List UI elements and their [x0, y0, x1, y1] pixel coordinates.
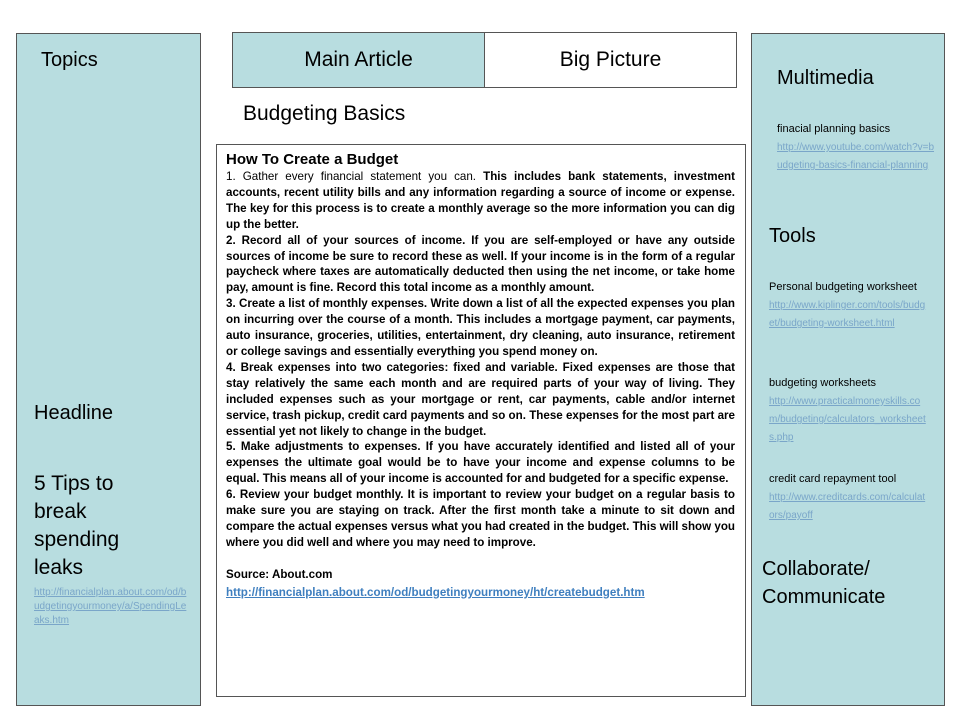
- article-box: [216, 144, 746, 697]
- tool-item: [769, 472, 927, 523]
- step-plain-text: Gather every financial statement you can.: [242, 170, 477, 183]
- article-step-3: [226, 296, 735, 360]
- step-number: 6.: [226, 488, 236, 502]
- multimedia-item: [777, 122, 937, 173]
- step-number: 5.: [226, 440, 236, 454]
- article-step-1: [226, 169, 735, 233]
- multimedia-item-label: finacial planning basics: [777, 123, 891, 135]
- step-number: 3.: [226, 297, 236, 311]
- tool-label: credit card repayment tool: [769, 473, 897, 485]
- topics-sidebar: [16, 33, 201, 706]
- article-step-2: [226, 233, 735, 297]
- tools-title: Tools: [769, 225, 816, 247]
- section-title: Budgeting Basics: [243, 102, 406, 125]
- tool-link[interactable]: http://www.kiplinger.com/tools/budget/budgeting-worksheet.html: [769, 300, 926, 329]
- tool-link[interactable]: http://www.practicalmoneyskills.com/budgeting/calculators_worksheets.php: [769, 396, 926, 443]
- headline-link[interactable]: http://financialplan.about.com/od/budgetingyourmoney/a/SpendingLeaks.htm: [34, 587, 187, 626]
- tab-bar: [232, 32, 737, 88]
- headline-label: Headline: [34, 402, 113, 424]
- step-number: 2.: [226, 233, 236, 247]
- article-step-6: [226, 487, 735, 551]
- step-text: Create a list of monthly expenses. Write down a list of all the expected expenses you plan on incurring over the course of a month. This includes a mortgage payment, car payments, auto insurance, groceries, utilities, entertainment, dry cleaning, auto insurance, retirement or college savings and essentially everything you spend money on.: [226, 297, 735, 358]
- step-text: Make adjustments to expenses. If you have accurately identified and listed all of your expenses the ultimate goal would be to have your income and expense columns to be equal. This means all of your income is accounted for and budgeted for a specific expense.: [226, 440, 735, 486]
- article-step-5: [226, 439, 735, 487]
- tab-main-article[interactable]: Main Article: [233, 33, 485, 87]
- resources-sidebar: [751, 33, 945, 706]
- headline-title: 5 Tips to break spending leaks: [34, 472, 120, 579]
- multimedia-item-link[interactable]: http://www.youtube.com/watch?v=budgeting-basics-financial-planning: [777, 142, 935, 171]
- step-text: Break expenses into two categories: fixed and variable. Fixed expenses are those that stay relatively the same each month and are required parts of your way of living. They included expenses such as your mortgage or rent, car payments, cable and/or internet service, trash pickup, credit card payments and so on. These expenses for the most part are essential yet not likely to change in the budget.: [226, 360, 735, 438]
- collaborate-title: Collaborate/ Communicate: [762, 558, 886, 608]
- step-number: 1.: [226, 170, 236, 183]
- tool-label: Personal budgeting worksheet: [769, 281, 917, 293]
- step-text: Record all of your sources of income. If you are self-employed or have any outside sources of income be sure to record these as well. If your income is in the form of a regular paycheck where taxes are automatically deducted then using the net income, or take home pay, amount is fine. Record this total income as a monthly amount.: [226, 233, 735, 295]
- step-number: 4.: [226, 360, 236, 374]
- tab-big-picture[interactable]: Big Picture: [485, 33, 736, 87]
- step-text: This includes bank statements, investment accounts, recent utility bills and any information regarding a source of income or expense. The key for this process is to create a monthly average so the more information you can dig up the better.: [226, 170, 735, 231]
- multimedia-title: Multimedia: [777, 67, 874, 89]
- step-text: Review your budget monthly. It is important to review your budget on a regular basis to make sure you are staying on track. After the first month take a minute to sit down and compare the actual expenses versus what you had created in the budget. This will show you where you did well and where you may need to improve.: [226, 488, 735, 549]
- topics-title: Topics: [41, 49, 98, 71]
- tool-label: budgeting worksheets: [769, 377, 877, 389]
- source-link[interactable]: http://financialplan.about.com/od/budgetingyourmoney/ht/createbudget.htm: [226, 585, 645, 599]
- source-label: Source: About.com: [226, 567, 333, 581]
- article-step-4: [226, 360, 735, 440]
- tool-item: [769, 376, 927, 445]
- tool-link[interactable]: http://www.creditcards.com/calculators/payoff: [769, 492, 926, 521]
- article-heading: How To Create a Budget: [226, 151, 399, 168]
- tool-item: [769, 280, 927, 331]
